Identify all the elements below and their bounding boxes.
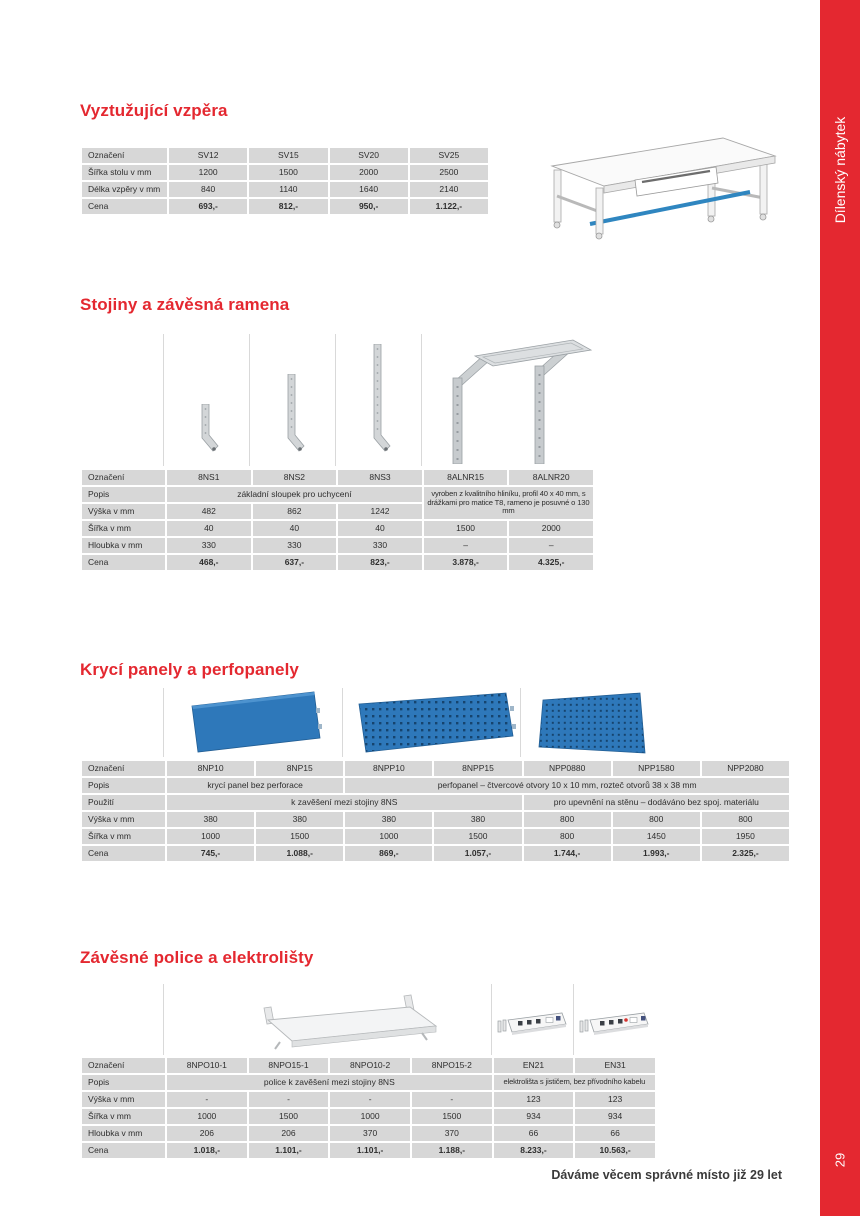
table-row — [82, 1092, 655, 1107]
table-cell: 934 — [494, 1109, 574, 1124]
table-cell: 1000 — [345, 829, 432, 844]
table-row — [82, 1075, 655, 1090]
table-cell: 1950 — [702, 829, 789, 844]
table-row — [82, 761, 789, 776]
table-cell: 800 — [613, 812, 700, 827]
table-cell: EN21 — [494, 1058, 574, 1073]
table-cell: 370 — [330, 1126, 410, 1141]
table-cell: 840 — [169, 182, 247, 197]
table-cell: 330 — [253, 538, 337, 553]
perfo-panel-wall-image — [538, 690, 650, 758]
aluminium-arm-frame-image — [425, 336, 597, 464]
table-cell: 10.563,- — [575, 1143, 655, 1158]
table-cell: 330 — [167, 538, 251, 553]
table-cell: vyroben z kvalitního hliníku, profil 40 x 40 mm, s drážkami pro matice T8, rameno je posuvné o 130 mm — [424, 487, 593, 519]
table-row — [82, 795, 789, 810]
table-row — [82, 812, 789, 827]
table-row — [82, 555, 593, 570]
table-cell: 1.018,- — [167, 1143, 247, 1158]
table-cell: 206 — [249, 1126, 329, 1141]
table-cell: – — [509, 538, 593, 553]
row-label: Cena — [82, 1143, 165, 1158]
table-cell: 1.188,- — [412, 1143, 492, 1158]
table-cell: 1.744,- — [524, 846, 611, 861]
page-number: 29 — [832, 1152, 848, 1168]
table-cell: 3.878,- — [424, 555, 508, 570]
table-cell: 1.057,- — [434, 846, 521, 861]
table-cell: 869,- — [345, 846, 432, 861]
table-row — [82, 148, 488, 163]
table-cell: SV15 — [249, 148, 327, 163]
table-cell: SV25 — [410, 148, 488, 163]
table-cell: 1500 — [249, 1109, 329, 1124]
table-cell: 4.325,- — [509, 555, 593, 570]
image-divider — [163, 688, 164, 757]
spec-table-shelves — [80, 1056, 657, 1160]
table-row — [82, 521, 593, 536]
table-cell: 1500 — [434, 829, 521, 844]
table-cell: 40 — [167, 521, 251, 536]
table-cell: 1500 — [412, 1109, 492, 1124]
table-cell: 1200 — [169, 165, 247, 180]
row-label: Popis — [82, 778, 165, 793]
table-cell: 2500 — [410, 165, 488, 180]
table-cell: - — [249, 1092, 329, 1107]
table-cell: 123 — [494, 1092, 574, 1107]
table-cell: elektrolišta s jističem, bez přívodního kabelu — [494, 1075, 655, 1090]
table-row — [82, 182, 488, 197]
table-cell: krycí panel bez perforace — [167, 778, 343, 793]
row-label: Označení — [82, 148, 167, 163]
table-cell: 1000 — [167, 1109, 247, 1124]
table-cell: - — [167, 1092, 247, 1107]
table-cell: 8NPO15-1 — [249, 1058, 329, 1073]
upright-8ns1-image — [194, 404, 220, 458]
image-divider — [163, 984, 164, 1055]
table-cell: 123 — [575, 1092, 655, 1107]
upright-8ns3-image — [366, 344, 392, 458]
table-row — [82, 1058, 655, 1073]
table-cell: 8NPP10 — [345, 761, 432, 776]
table-row — [82, 778, 789, 793]
table-cell: 1500 — [256, 829, 343, 844]
table-cell: 8NS1 — [167, 470, 251, 485]
table-cell: NPP2080 — [702, 761, 789, 776]
table-row — [82, 1126, 655, 1141]
table-cell: 380 — [256, 812, 343, 827]
table-cell: 1500 — [249, 165, 327, 180]
row-label: Cena — [82, 555, 165, 570]
table-cell: 468,- — [167, 555, 251, 570]
section-heading-strut: Vyztužující vzpěra — [80, 101, 228, 120]
cover-panel-image — [188, 690, 328, 754]
table-row — [82, 1109, 655, 1124]
spec-table-strut — [80, 146, 490, 216]
row-label: Výška v mm — [82, 504, 165, 519]
table-cell: 2000 — [330, 165, 408, 180]
table-cell: 1640 — [330, 182, 408, 197]
table-row — [82, 538, 593, 553]
row-label: Popis — [82, 487, 165, 502]
sidebar-category-label: Dílenský nábytek — [832, 116, 848, 224]
table-cell: 8NPP15 — [434, 761, 521, 776]
table-cell: 1.101,- — [330, 1143, 410, 1158]
table-cell: 1.101,- — [249, 1143, 329, 1158]
row-label: Výška v mm — [82, 1092, 165, 1107]
upright-8ns2-image — [280, 374, 306, 458]
table-cell: 1000 — [167, 829, 254, 844]
row-label: Použití — [82, 795, 165, 810]
table-cell: 8ALNR15 — [424, 470, 508, 485]
table-cell: 8NS3 — [338, 470, 422, 485]
table-cell: - — [412, 1092, 492, 1107]
table-cell: 380 — [167, 812, 254, 827]
table-row — [82, 1143, 655, 1158]
table-cell: 950,- — [330, 199, 408, 214]
spec-table-uprights — [80, 468, 595, 572]
table-cell: 40 — [253, 521, 337, 536]
table-row — [82, 487, 593, 502]
section-heading-uprights: Stojiny a závěsná ramena — [80, 295, 290, 314]
table-cell: SV20 — [330, 148, 408, 163]
row-label: Cena — [82, 199, 167, 214]
row-label: Hloubka v mm — [82, 538, 165, 553]
table-row — [82, 165, 488, 180]
category-sidebar — [820, 0, 860, 1216]
table-cell: 370 — [412, 1126, 492, 1141]
table-cell: 1450 — [613, 829, 700, 844]
table-row — [82, 829, 789, 844]
perfo-panel-long-image — [356, 692, 521, 754]
table-cell: 812,- — [249, 199, 327, 214]
table-cell: 823,- — [338, 555, 422, 570]
hanging-shelf-image — [240, 994, 455, 1052]
row-label: Délka vzpěry v mm — [82, 182, 167, 197]
table-cell: 482 — [167, 504, 251, 519]
table-cell: 1.122,- — [410, 199, 488, 214]
footer-tagline: Dáváme věcem správné místo již 29 let — [551, 1168, 782, 1182]
table-cell: 1242 — [338, 504, 422, 519]
table-cell: 8NP15 — [256, 761, 343, 776]
table-cell: 1.993,- — [613, 846, 700, 861]
table-cell: 862 — [253, 504, 337, 519]
table-cell: 8NPO15-2 — [412, 1058, 492, 1073]
table-cell: 66 — [575, 1126, 655, 1141]
table-cell: 380 — [434, 812, 521, 827]
table-cell: 8NP10 — [167, 761, 254, 776]
table-cell: 2.325,- — [702, 846, 789, 861]
row-label: Popis — [82, 1075, 165, 1090]
table-cell: police k zavěšení mezi stojiny 8NS — [167, 1075, 492, 1090]
table-cell: 1140 — [249, 182, 327, 197]
spec-table-panels — [80, 759, 791, 863]
image-divider — [573, 984, 574, 1055]
table-cell: 8ALNR20 — [509, 470, 593, 485]
row-label: Hloubka v mm — [82, 1126, 165, 1141]
table-row — [82, 199, 488, 214]
table-cell: – — [424, 538, 508, 553]
image-divider — [335, 334, 336, 466]
table-cell: 380 — [345, 812, 432, 827]
image-divider — [249, 334, 250, 466]
table-cell: 934 — [575, 1109, 655, 1124]
row-label: Šířka v mm — [82, 1109, 165, 1124]
table-cell: 8NS2 — [253, 470, 337, 485]
table-cell: základní sloupek pro uchycení — [167, 487, 422, 502]
row-label: Šířka v mm — [82, 521, 165, 536]
power-strip-en21-image — [494, 1010, 572, 1042]
table-cell: 8NPO10-2 — [330, 1058, 410, 1073]
table-cell: 8.233,- — [494, 1143, 574, 1158]
table-row — [82, 470, 593, 485]
row-label: Výška v mm — [82, 812, 165, 827]
table-row — [82, 846, 789, 861]
row-label: Šířka stolu v mm — [82, 165, 167, 180]
table-cell: 1500 — [424, 521, 508, 536]
table-cell: 637,- — [253, 555, 337, 570]
table-cell: 800 — [702, 812, 789, 827]
table-cell: 330 — [338, 538, 422, 553]
table-cell: 2000 — [509, 521, 593, 536]
table-cell: 40 — [338, 521, 422, 536]
table-cell: 693,- — [169, 199, 247, 214]
table-cell: 206 — [167, 1126, 247, 1141]
table-cell: NPP0880 — [524, 761, 611, 776]
image-divider — [491, 984, 492, 1055]
table-cell: 8NPO10-1 — [167, 1058, 247, 1073]
section-heading-panels: Krycí panely a perfopanely — [80, 660, 299, 679]
row-label: Šířka v mm — [82, 829, 165, 844]
image-divider — [342, 688, 343, 757]
image-divider — [421, 334, 422, 466]
table-cell: 1.088,- — [256, 846, 343, 861]
table-cell: 1000 — [330, 1109, 410, 1124]
table-cell: NPP1580 — [613, 761, 700, 776]
section-heading-shelves: Závěsné police a elektrolišty — [80, 948, 314, 967]
power-strip-en31-image — [576, 1010, 654, 1042]
workbench-with-strut-image — [538, 126, 790, 240]
table-cell: 2140 — [410, 182, 488, 197]
table-cell: k zavěšení mezi stojiny 8NS — [167, 795, 522, 810]
table-cell: 66 — [494, 1126, 574, 1141]
row-label: Cena — [82, 846, 165, 861]
table-cell: 800 — [524, 812, 611, 827]
table-cell: 745,- — [167, 846, 254, 861]
table-cell: SV12 — [169, 148, 247, 163]
table-cell: perfopanel – čtvercové otvory 10 x 10 mm, rozteč otvorů 38 x 38 mm — [345, 778, 789, 793]
image-divider — [163, 334, 164, 466]
row-label: Označení — [82, 470, 165, 485]
table-cell: - — [330, 1092, 410, 1107]
table-cell: EN31 — [575, 1058, 655, 1073]
row-label: Označení — [82, 761, 165, 776]
table-cell: pro upevnění na stěnu – dodáváno bez spoj. materiálu — [524, 795, 789, 810]
table-cell: 800 — [524, 829, 611, 844]
row-label: Označení — [82, 1058, 165, 1073]
